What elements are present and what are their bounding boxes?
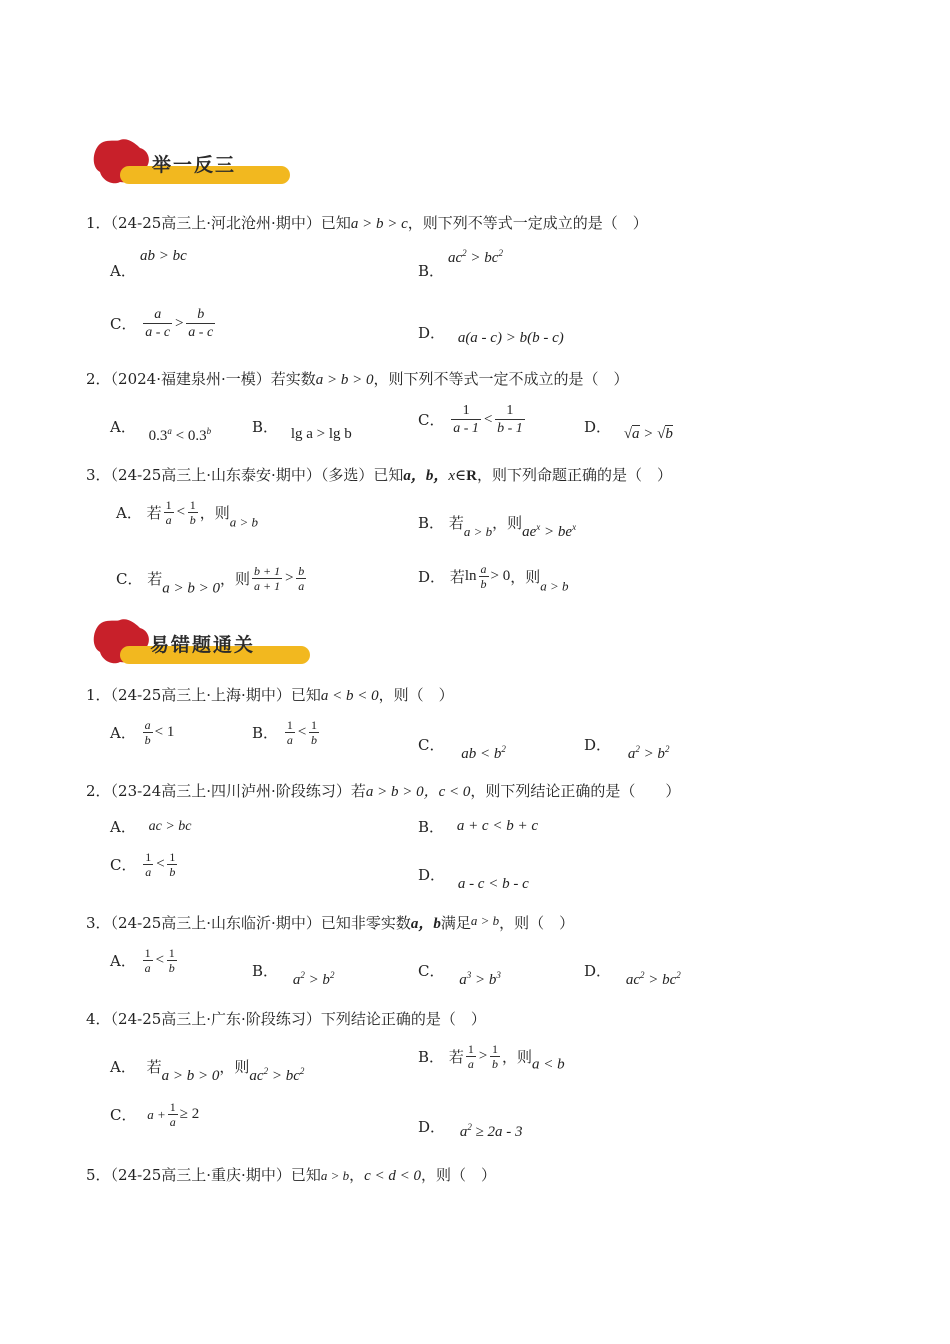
condition: a > b > 0，c < 0 [365, 784, 471, 800]
fraction: $\frac{1}{a - 1}$ [453, 403, 479, 436]
question-3 [86, 464, 672, 485]
option-d[interactable]: D． 若ln $\frac{a}{b}$ > 0，则a > b [418, 562, 569, 594]
question-2 [86, 780, 680, 801]
option-label: A． [110, 724, 136, 742]
condition: x∈ [448, 468, 467, 484]
then-text: ，则 [501, 1048, 532, 1066]
option-label: C． [418, 411, 445, 429]
option-label: D． [418, 324, 446, 342]
option-label: A． [110, 1058, 136, 1076]
option-label: D． [418, 568, 446, 586]
fraction: $\frac{1}{a}$ [144, 946, 151, 975]
option-label: C． [116, 570, 143, 588]
option-label: B． [418, 514, 445, 532]
condition: a > b > 0 [161, 1068, 220, 1084]
option-d[interactable] [584, 734, 670, 762]
question-tail: ，则下列结论正确的是（ ） [470, 782, 681, 800]
conclusion: $ae^x > be^x$ [522, 522, 577, 540]
condition: a > b > 0 [162, 580, 221, 597]
question-4 [86, 1008, 486, 1029]
question-tail: ，则下列不等式一定成立的是（ ） [407, 214, 648, 232]
question-number: 5． [86, 1166, 111, 1184]
option-label: C． [418, 736, 445, 754]
question-1 [86, 684, 454, 705]
fraction: $\frac{1}{a}$ [165, 498, 172, 527]
option-a[interactable]: A． $\frac{1}{a}$ < $\frac{1}{b}$ [110, 946, 175, 975]
option-label: B． [418, 818, 445, 836]
option-label: B． [418, 262, 445, 280]
option-label: B． [252, 724, 279, 742]
option-expression: a(a - c) > b(b - c) [457, 330, 564, 346]
question-source: （24-25高三上·河北沧州·期中）已知 [110, 214, 351, 232]
fraction: $\frac{1}{a}$ [145, 850, 152, 879]
option-expression: $a^2 > b^2$ [627, 744, 670, 762]
option-b[interactable]: B． 若 $\frac{1}{a}$ > $\frac{1}{b}$ ，则a < b [418, 1042, 565, 1073]
option-label: C． [418, 962, 445, 980]
fraction: $\frac{1}{b}$ [169, 850, 176, 879]
condition: a > b [470, 913, 500, 928]
option-c[interactable]: C． $\frac{1}{a - 1}$ < $\frac{1}{b - 1}$ [418, 403, 523, 436]
question-source: （23-24高三上·四川泸州·阶段练习）若 [110, 782, 366, 800]
question-tail: ，则（ ） [499, 914, 575, 932]
if-text: 若 [448, 514, 464, 532]
option-label: A． [110, 952, 136, 970]
question-number: 2． [86, 782, 111, 800]
question-2 [86, 368, 629, 389]
option-a[interactable] [110, 416, 212, 444]
option-expression: ac > bc [148, 819, 192, 834]
question-number: 2． [86, 370, 111, 388]
option-label: B． [252, 962, 279, 980]
section-title: 易错题通关 [150, 634, 256, 656]
fraction: $\frac{1}{a}$ [467, 1042, 474, 1071]
option-label: A． [110, 418, 136, 436]
option-d[interactable] [418, 1116, 523, 1140]
question-tail: ，则（ ） [421, 1166, 497, 1184]
if-text: 若 [449, 568, 465, 586]
option-label: B． [252, 418, 279, 436]
option-expression: a + c < b + c [456, 818, 538, 834]
question-source: （2024·福建泉州·一模）若实数 [110, 370, 316, 388]
option-expression: $ac^2 > bc^2$ [625, 970, 681, 988]
option-label: A． [116, 504, 142, 522]
option-b[interactable] [418, 248, 503, 281]
question-source: （24-25高三上·重庆·期中）已知 [110, 1166, 321, 1184]
if-text: 若 [146, 1058, 162, 1076]
fraction: $\frac{b}{a}$ [298, 564, 305, 593]
option-c[interactable]: C． 若a > b > 0，则 $\frac{b + 1}{a + 1}$ > $\frac{b}{a}$ [116, 564, 305, 597]
condition: a > b > c [350, 216, 408, 232]
option-expression: lg a > lg b [290, 426, 352, 442]
question-number: 4． [86, 1010, 111, 1028]
fraction: $\frac{1}{b}$ [168, 946, 175, 975]
option-label: D． [418, 1118, 446, 1136]
option-expression: √a > √b [623, 426, 673, 442]
question-number: 1． [86, 214, 111, 232]
then-text: ，则 [492, 514, 523, 532]
option-label: D． [584, 962, 612, 980]
option-d[interactable] [418, 322, 564, 346]
fraction: $\frac{1}{a}$ [169, 1100, 176, 1129]
condition: a > b > 0 [315, 372, 374, 388]
question-tail: ，则下列不等式一定不成立的是（ ） [373, 370, 629, 388]
question-5 [86, 1164, 496, 1185]
section-banner-1 [90, 138, 300, 188]
option-expression: ≥ 2 [179, 1106, 200, 1122]
option-label: C． [110, 856, 137, 874]
question-source: （24-25高三上·广东·阶段练习）下列结论正确的是（ ） [110, 1010, 486, 1028]
option-b[interactable] [252, 416, 352, 442]
option-b[interactable]: B． $\frac{1}{a}$ < $\frac{1}{b}$ [252, 718, 317, 747]
section-title: 举一反三 [152, 154, 237, 176]
option-b[interactable] [418, 512, 577, 540]
option-c[interactable]: C． $\frac{1}{a}$ < $\frac{1}{b}$ [110, 850, 176, 879]
question-number: 3． [86, 914, 111, 932]
option-expression: 0.3$^a$ < 0.3$^b$ [148, 426, 212, 444]
mid-text: ， [349, 1166, 365, 1184]
option-a[interactable]: A． 若 $\frac{1}{a}$ < $\frac{1}{b}$ ，则a > b [116, 498, 259, 530]
conclusion: a > b [540, 578, 569, 594]
variables: a，b [410, 916, 441, 932]
option-expression: $a^3 > b^3$ [459, 970, 501, 988]
option-c[interactable] [418, 960, 501, 988]
conclusion: a < b [531, 1056, 565, 1073]
option-d[interactable] [584, 960, 681, 988]
option-c[interactable]: C． $\frac{a}{a - c}$ > $\frac{b}{a - c}$ [110, 307, 214, 340]
then-text: ，则 [220, 570, 251, 588]
section-banner-2 [90, 618, 320, 668]
variables: a，b， [403, 468, 449, 484]
conclusion: a > b [229, 514, 259, 530]
option-b[interactable] [418, 816, 538, 837]
question-tail: ，则下列命题正确的是（ ） [476, 466, 672, 484]
question-3 [86, 912, 574, 933]
option-c[interactable] [418, 734, 506, 762]
fraction: $\frac{1}{b - 1}$ [497, 403, 523, 436]
if-text: 若 [147, 570, 163, 588]
question-source: （24-25高三上·上海·期中）已知 [110, 686, 321, 704]
question-source: （24-25高三上·山东泰安·期中）（多选）已知 [110, 466, 404, 484]
conclusion: $ac^2 > bc^2$ [249, 1066, 305, 1084]
option-a[interactable]: A． $\frac{a}{b}$ < 1 [110, 718, 175, 747]
question-tail: ，则（ ） [378, 686, 454, 704]
option-c[interactable]: C． a + $\frac{1}{a}$ ≥ 2 [110, 1100, 200, 1129]
option-label: C． [110, 315, 137, 333]
option-expression: $a^2 > b^2$ [292, 970, 335, 988]
fraction: $\frac{a}{b}$ [480, 562, 487, 591]
option-expression: ab > bc [140, 248, 187, 264]
condition-2: c < d < 0 [364, 1168, 422, 1184]
fraction: $\frac{1}{b}$ [189, 498, 196, 527]
option-label: D． [584, 418, 612, 436]
option-expression: $a^2 \ge 2a - 3$ [459, 1122, 523, 1140]
option-label: D． [584, 736, 612, 754]
option-expression: a - c < b - c [457, 876, 529, 892]
option-b[interactable] [252, 960, 335, 988]
option-label: B． [418, 1048, 445, 1066]
then-text: ，则 [199, 504, 230, 522]
question-source: （24-25高三上·山东临沂·期中）已知非零实数 [110, 914, 411, 932]
question-1 [86, 212, 648, 233]
option-a[interactable] [110, 1056, 305, 1084]
condition: a > b [463, 524, 493, 539]
option-label: A． [110, 818, 136, 836]
mid-text: 满足 [440, 914, 471, 932]
option-d[interactable] [584, 416, 673, 442]
then-text: ，则 [219, 1058, 250, 1076]
option-expression: ab < $b^2$ [461, 744, 506, 762]
fraction: $\frac{a}{a - c}$ [145, 307, 171, 340]
fraction: $\frac{a}{b}$ [144, 718, 151, 747]
fraction: $\frac{1}{a}$ [286, 718, 293, 747]
condition: a > b [320, 1168, 350, 1183]
then-text: ，则 [510, 568, 541, 586]
option-label: A． [110, 262, 136, 280]
question-number: 1． [86, 686, 111, 704]
if-text: 若 [146, 504, 162, 522]
fraction: $\frac{b + 1}{a + 1}$ [254, 564, 281, 593]
option-a[interactable] [110, 816, 192, 837]
question-number: 3． [86, 466, 111, 484]
option-label: D． [418, 866, 446, 884]
fraction: $\frac{1}{b}$ [310, 718, 317, 747]
option-d[interactable] [418, 864, 529, 892]
if-text: 若 [448, 1048, 464, 1066]
condition: a < b < 0 [320, 688, 379, 704]
option-a[interactable] [110, 248, 187, 281]
real-set: R [466, 468, 477, 484]
fraction: $\frac{1}{b}$ [491, 1042, 498, 1071]
option-label: C． [110, 1106, 137, 1124]
option-expression: $ac^2 > bc^2$ [448, 248, 503, 266]
fraction: $\frac{b}{a - c}$ [188, 307, 214, 340]
